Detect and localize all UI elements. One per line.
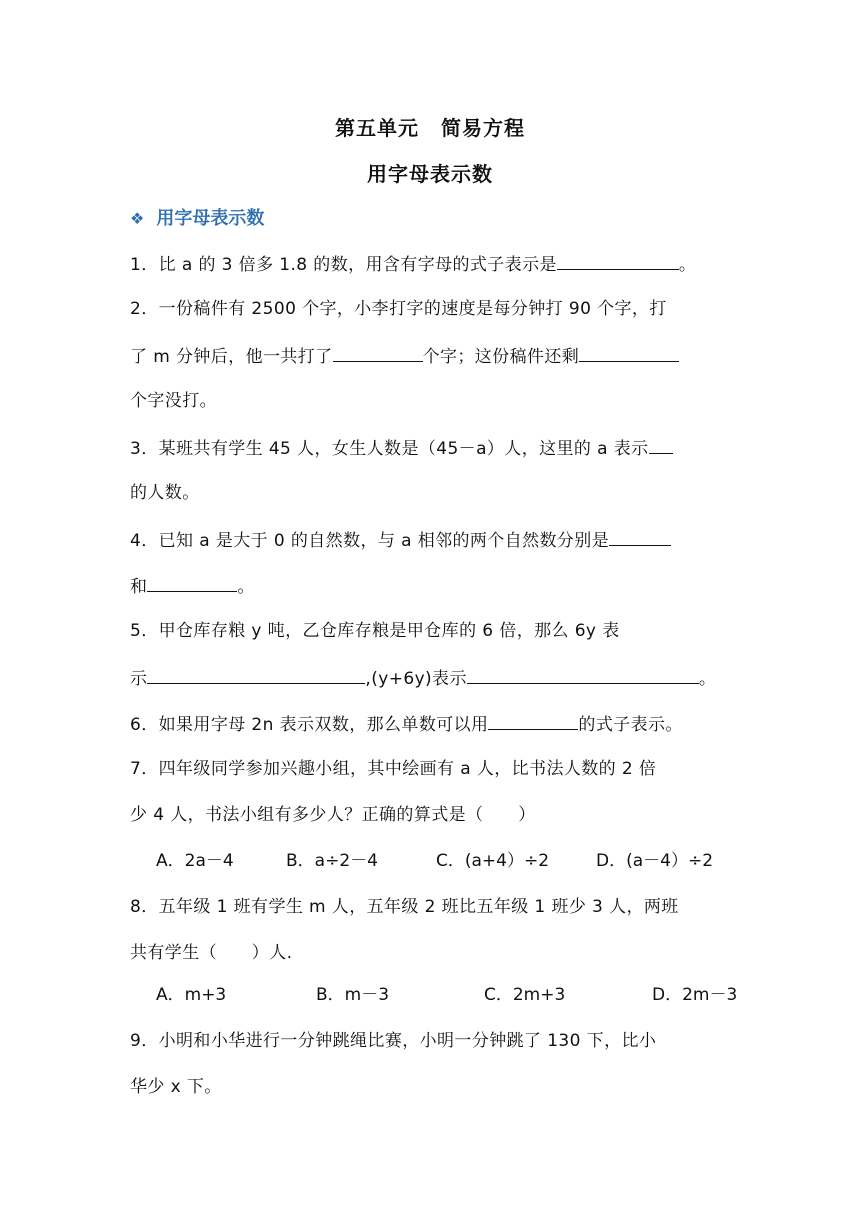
section-heading [130,204,264,230]
question-6 [130,712,730,736]
answer-blank[interactable] [649,436,673,454]
answer-blank[interactable] [557,252,679,270]
option-b[interactable]: B．a÷2－4 [286,851,378,871]
option-d[interactable]: D．2m－3 [652,985,738,1005]
question-6-text-a: 6．如果用字母 2n 表示双数，那么单数可以用 [130,715,489,735]
question-2-text-a: 了 m 分钟后，他一共打了 [130,347,333,367]
question-4-text-a: 和 [130,577,148,597]
option-c[interactable]: C．(a+4）÷2 [436,851,550,871]
answer-blank[interactable] [579,344,679,362]
question-9-line-2: 华少 x 下。 [130,1077,222,1097]
question-8-line-1: 8．五年级 1 班有学生 m 人，五年级 2 班比五年级 1 班少 3 人，两班 [130,897,679,917]
question-6-text-b: 的式子表示。 [578,715,683,735]
answer-blank[interactable] [147,666,365,684]
option-c[interactable]: C．2m+3 [484,985,566,1005]
section-title: 用字母表示数 [156,208,265,229]
unit-topic: 简易方程 [441,116,525,140]
question-4-text-b: 。 [237,577,255,597]
unit-title [0,112,860,141]
question-4-line-1 [130,528,730,552]
question-8-line-2: 共有学生（ ）人. [130,943,293,963]
answer-blank[interactable] [488,712,578,730]
option-d[interactable]: D．(a－4）÷2 [596,851,714,871]
question-4-line-2 [130,574,730,598]
question-3-line-2: 的人数。 [130,483,200,503]
question-2-line-2 [130,344,730,368]
lesson-title: 用字母表示数 [367,162,493,186]
unit-label: 第五单元 [335,116,419,140]
question-2-line-1: 2．一份稿件有 2500 个字，小李打字的速度是每分钟打 90 个字，打 [130,299,667,319]
option-a[interactable]: A．2a－4 [156,851,234,871]
question-5-line-2 [130,666,730,690]
question-7-line-1: 7．四年级同学参加兴趣小组，其中绘画有 a 人，比书法人数的 2 倍 [130,759,657,779]
question-4-text: 4．已知 a 是大于 0 的自然数，与 a 相邻的两个自然数分别是 [130,531,610,551]
answer-blank[interactable] [467,666,699,684]
option-a[interactable]: A．m+3 [156,985,227,1005]
question-3-line-1 [130,436,730,460]
question-2-text-b: 个字；这份稿件还剩 [422,347,580,367]
question-3-text: 3．某班共有学生 45 人，女生人数是（45－a）人，这里的 a 表示 [130,439,649,459]
question-7-line-2: 少 4 人，书法小组有多少人？正确的算式是（ ） [130,805,536,825]
answer-blank[interactable] [147,574,237,592]
question-2-line-3: 个字没打。 [130,391,217,411]
question-1-text: 1．比 a 的 3 倍多 1.8 的数，用含有字母的式子表示是 [130,255,557,275]
answer-blank[interactable] [609,528,671,546]
option-b[interactable]: B．m－3 [316,985,390,1005]
question-5-text-c: 。 [698,669,717,689]
diamond-bullet-icon: ❖ [130,209,145,228]
question-5-line-1: 5．甲仓库存粮 y 吨，乙仓库存粮是甲仓库的 6 倍，那么 6y 表 [130,621,620,641]
question-5-text-b: ,(y+6y)表示 [365,669,467,689]
answer-blank[interactable] [333,344,423,362]
question-5-text-a: 示 [130,669,148,689]
question-1 [130,252,730,276]
question-1-end: 。 [678,255,697,275]
question-9-line-1: 9．小明和小华进行一分钟跳绳比赛，小明一分钟跳了 130 下，比小 [130,1031,657,1051]
